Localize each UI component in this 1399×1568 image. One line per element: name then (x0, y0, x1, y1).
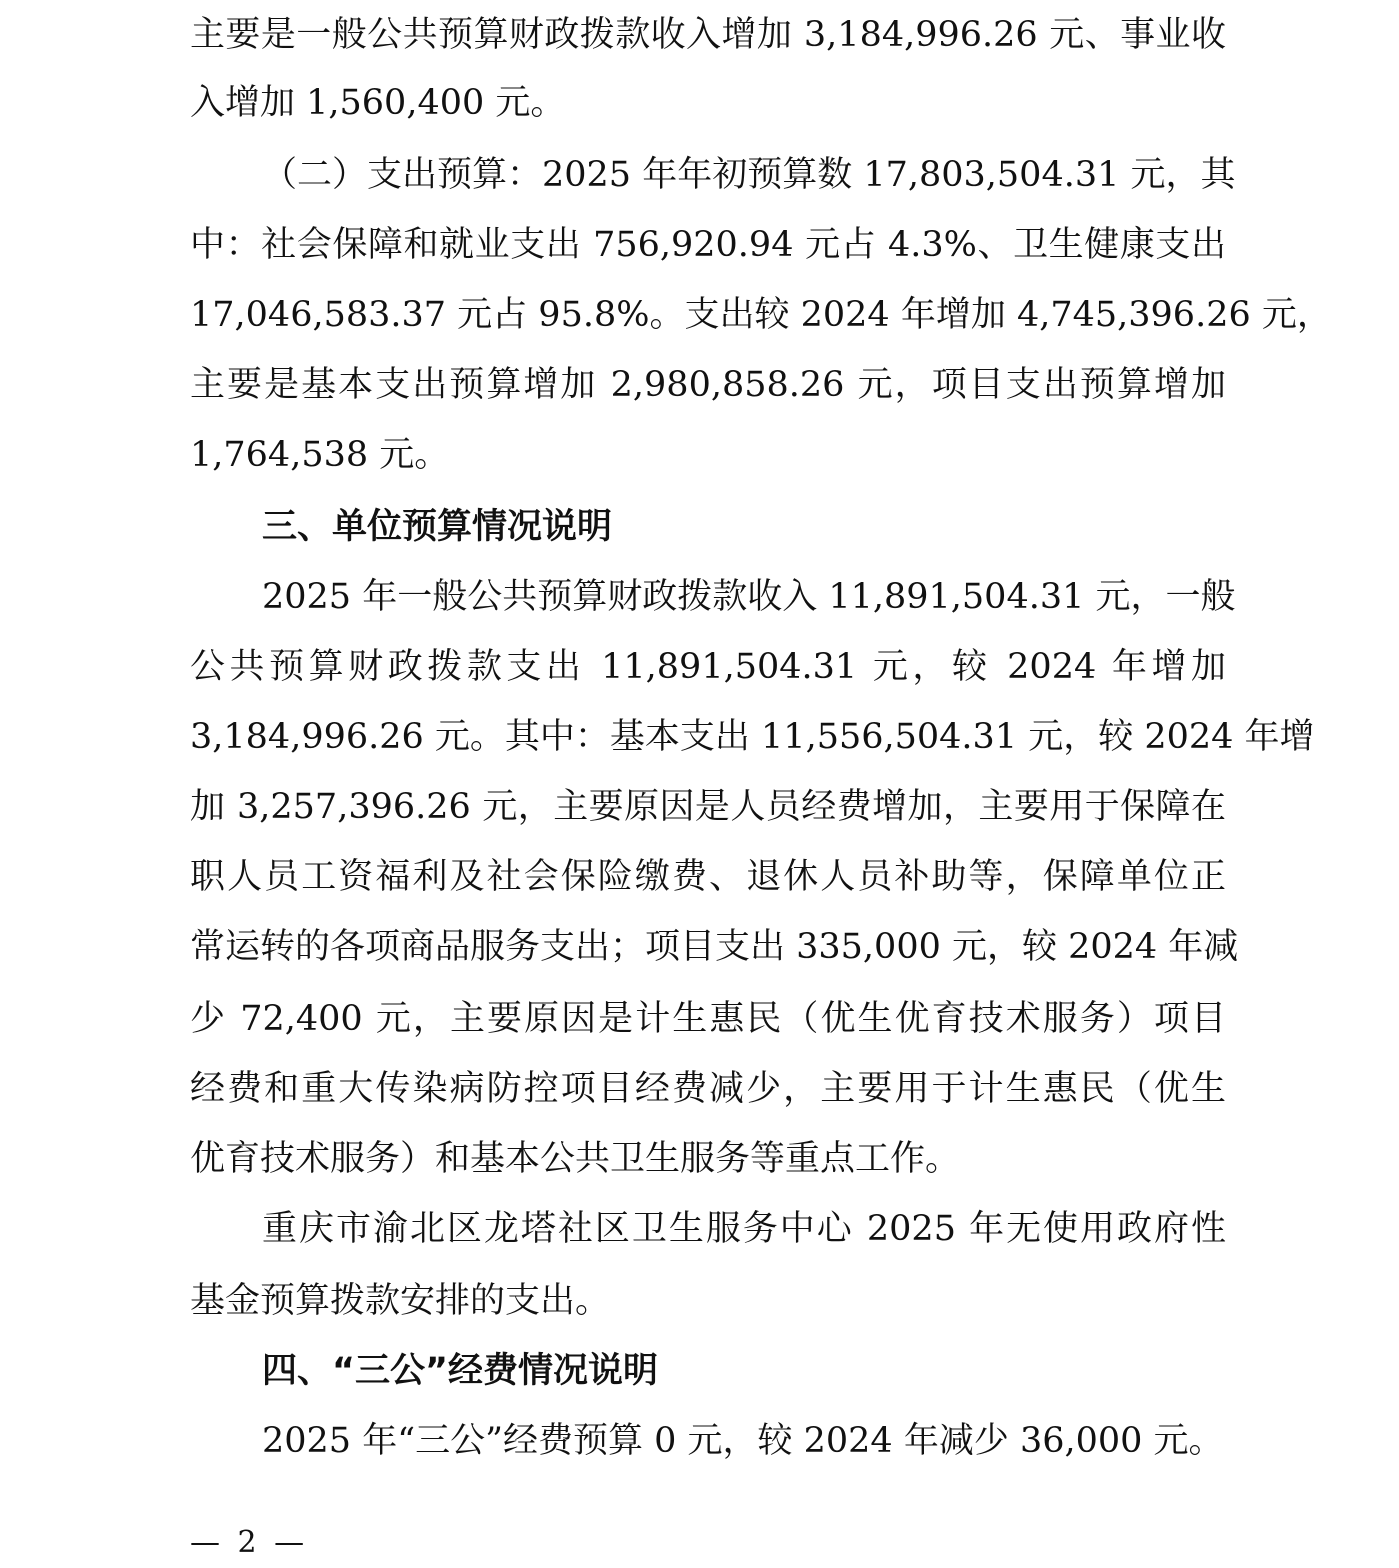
page-number: — 2 — (190, 1525, 309, 1560)
body-text-line: 公共预算财政拨款支出 11,891,504.31 元，较 2024 年增加 (190, 647, 1226, 687)
body-text-line: 少 72,400 元，主要原因是计生惠民（优生优育技术服务）项目 (190, 999, 1226, 1039)
body-text-line: 主要是一般公共预算财政拨款收入增加 3,184,996.26 元、事业收 (190, 15, 1226, 55)
body-text-line: 重庆市渝北区龙塔社区卫生服务中心 2025 年无使用政府性 (262, 1209, 1226, 1249)
body-text-line: 优育技术服务）和基本公共卫生服务等重点工作。 (190, 1139, 961, 1179)
body-text-line: 17,046,583.37 元占 95.8%。支出较 2024 年增加 4,745,396.26 元， (190, 295, 1332, 335)
body-text-line: 职人员工资福利及社会保险缴费、退休人员补助等，保障单位正 (190, 857, 1226, 897)
section-heading: 四、“三公”经费情况说明 (262, 1351, 659, 1391)
body-text-line: 3,184,996.26 元。其中：基本支出 11,556,504.31 元，较 2024 年增 (190, 717, 1315, 757)
body-text-line: 常运转的各项商品服务支出；项目支出 335,000 元，较 2024 年减 (190, 927, 1239, 967)
body-text-line: 中：社会保障和就业支出 756,920.94 元占 4.3%、卫生健康支出 (190, 225, 1226, 265)
body-text-line: 入增加 1,560,400 元。 (190, 83, 566, 123)
section-heading: 三、单位预算情况说明 (262, 507, 613, 547)
body-text-line: 加 3,257,396.26 元，主要原因是人员经费增加，主要用于保障在 (190, 787, 1226, 827)
body-text-line: 2025 年“三公”经费预算 0 元，较 2024 年减少 36,000 元。 (262, 1421, 1224, 1461)
body-text-line: 经费和重大传染病防控项目经费减少，主要用于计生惠民（优生 (190, 1069, 1226, 1109)
body-text-line: 主要是基本支出预算增加 2,980,858.26 元，项目支出预算增加 (190, 365, 1226, 405)
body-text-line: （二）支出预算：2025 年年初预算数 17,803,504.31 元，其 (262, 155, 1236, 195)
body-text-line: 1,764,538 元。 (190, 435, 450, 475)
body-text-line: 2025 年一般公共预算财政拨款收入 11,891,504.31 元，一般 (262, 577, 1236, 617)
body-text-line: 基金预算拨款安排的支出。 (190, 1281, 611, 1321)
